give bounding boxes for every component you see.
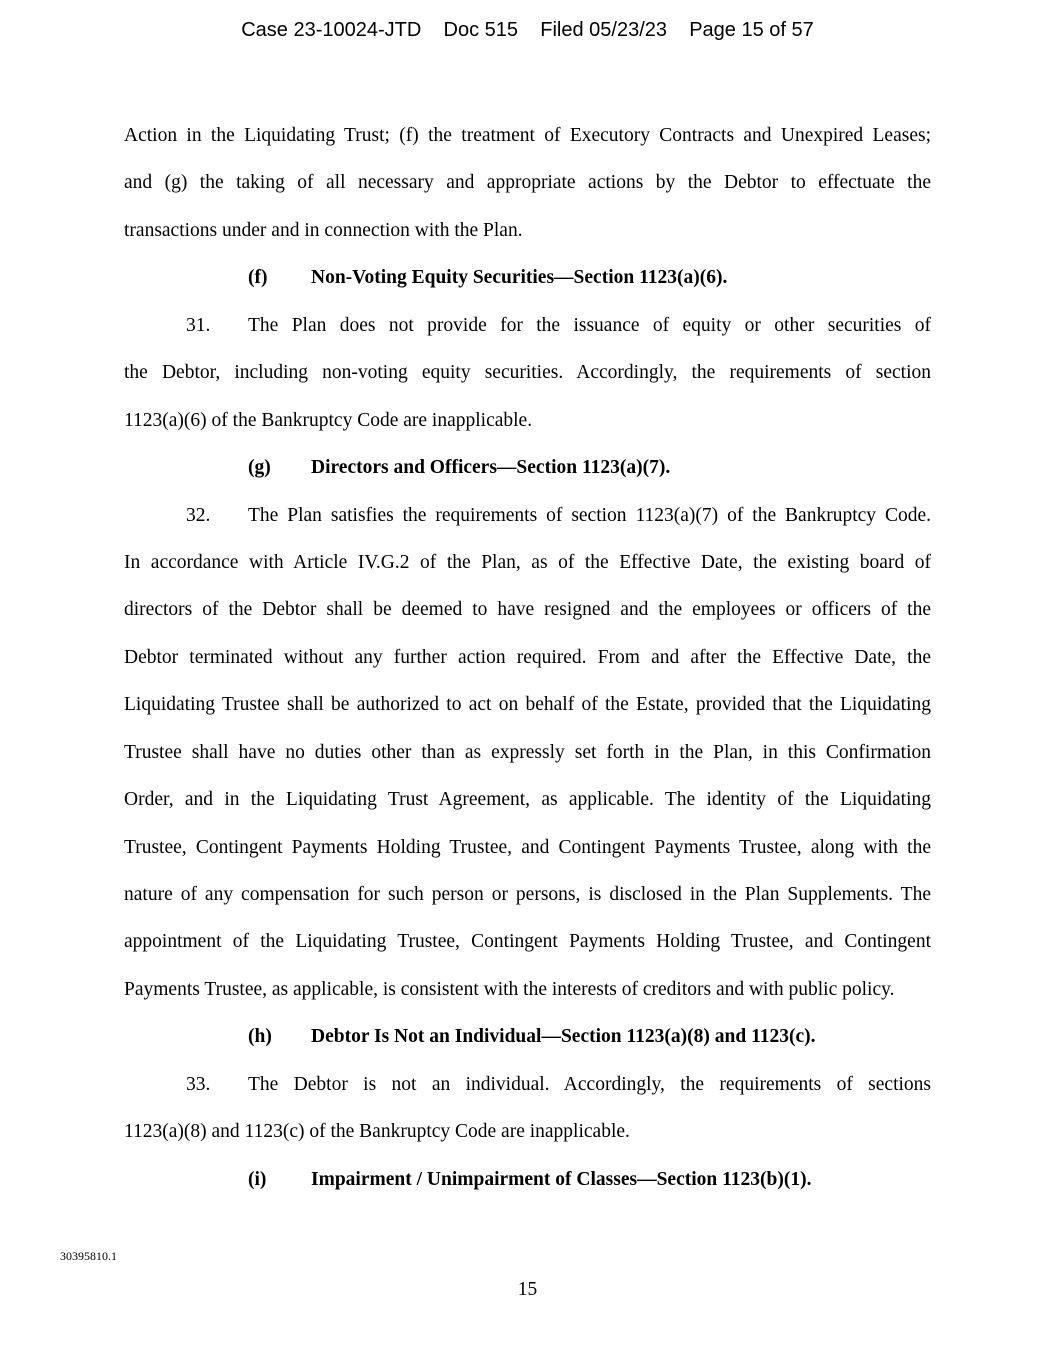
document-id: 30395810.1 bbox=[60, 1249, 117, 1263]
paragraph-line: Order, and in the Liquidating Trust Agreement, as applicable. The identity of the Liquidating bbox=[124, 789, 931, 811]
paragraph-first-line bbox=[124, 492, 931, 539]
paragraph-text: The Debtor is not an individual. Accordingly, the requirements of sections bbox=[248, 1073, 931, 1095]
section-label: (h) bbox=[248, 1026, 272, 1048]
section-heading bbox=[124, 1013, 931, 1060]
paragraph-line: Trustee shall have no duties other than as expressly set forth in the Plan, in this Confirmation bbox=[124, 741, 931, 763]
section-heading bbox=[124, 1156, 931, 1203]
section-label: (i) bbox=[248, 1168, 267, 1190]
section-label: (f) bbox=[248, 267, 268, 289]
paragraph-number: 31. bbox=[186, 314, 211, 336]
paragraph-line: 1123(a)(8) and 1123(c) of the Bankruptcy Code are inapplicable. bbox=[124, 1121, 630, 1143]
section-heading bbox=[124, 254, 931, 301]
section-title: Directors and Officers—Section 1123(a)(7). bbox=[311, 457, 671, 479]
paragraph-number: 32. bbox=[186, 504, 211, 526]
section-title: Non-Voting Equity Securities—Section 1123(a)(6). bbox=[311, 267, 728, 289]
paragraph-line: directors of the Debtor shall be deemed to have resigned and the employees or officers of the bbox=[124, 599, 931, 621]
paragraph-line: Trustee, Contingent Payments Holding Trustee, and Contingent Payments Trustee, along with the bbox=[124, 836, 931, 858]
paragraph-line: In accordance with Article IV.G.2 of the Plan, as of the Effective Date, the existing board of bbox=[124, 551, 931, 573]
section-title: Debtor Is Not an Individual—Section 1123(a)(8) and 1123(c). bbox=[311, 1026, 816, 1048]
paragraph-text: The Plan does not provide for the issuance of equity or other securities of bbox=[248, 314, 931, 336]
paragraph-first-line bbox=[124, 1061, 931, 1108]
paragraph-line: appointment of the Liquidating Trustee, Contingent Payments Holding Trustee, and Contingent bbox=[124, 931, 931, 953]
page-number: 15 bbox=[517, 1279, 538, 1300]
paragraph-line: Liquidating Trustee shall be authorized to act on behalf of the Estate, provided that the Liquidating bbox=[124, 694, 931, 716]
paragraph-line: and (g) the taking of all necessary and appropriate actions by the Debtor to effectuate the bbox=[124, 172, 931, 194]
case-header: Case 23-10024-JTD Doc 515 Filed 05/23/23 Page 15 of 57 bbox=[241, 19, 814, 41]
paragraph-text: The Plan satisfies the requirements of section 1123(a)(7) of the Bankruptcy Code. bbox=[248, 504, 931, 526]
paragraph-line: Debtor terminated without any further action required. From and after the Effective Date, the bbox=[124, 646, 931, 668]
paragraph-line: Action in the Liquidating Trust; (f) the treatment of Executory Contracts and Unexpired Leases; bbox=[124, 125, 931, 146]
paragraph-line: nature of any compensation for such person or persons, is disclosed in the Plan Supplements. The bbox=[124, 884, 931, 905]
paragraph-line: the Debtor, including non-voting equity securities. Accordingly, the requirements of section bbox=[124, 362, 931, 384]
document-body bbox=[124, 112, 931, 1203]
paragraph-first-line bbox=[124, 302, 931, 349]
paragraph-line: transactions under and in connection with the Plan. bbox=[124, 219, 523, 241]
section-label: (g) bbox=[248, 457, 271, 479]
paragraph-line: 1123(a)(6) of the Bankruptcy Code are inapplicable. bbox=[124, 409, 533, 431]
paragraph-line: Payments Trustee, as applicable, is consistent with the interests of creditors and with public policy. bbox=[124, 978, 895, 1000]
section-title: Impairment / Unimpairment of Classes—Section 1123(b)(1). bbox=[311, 1168, 812, 1190]
paragraph-number: 33. bbox=[186, 1073, 211, 1095]
section-heading bbox=[124, 444, 931, 491]
